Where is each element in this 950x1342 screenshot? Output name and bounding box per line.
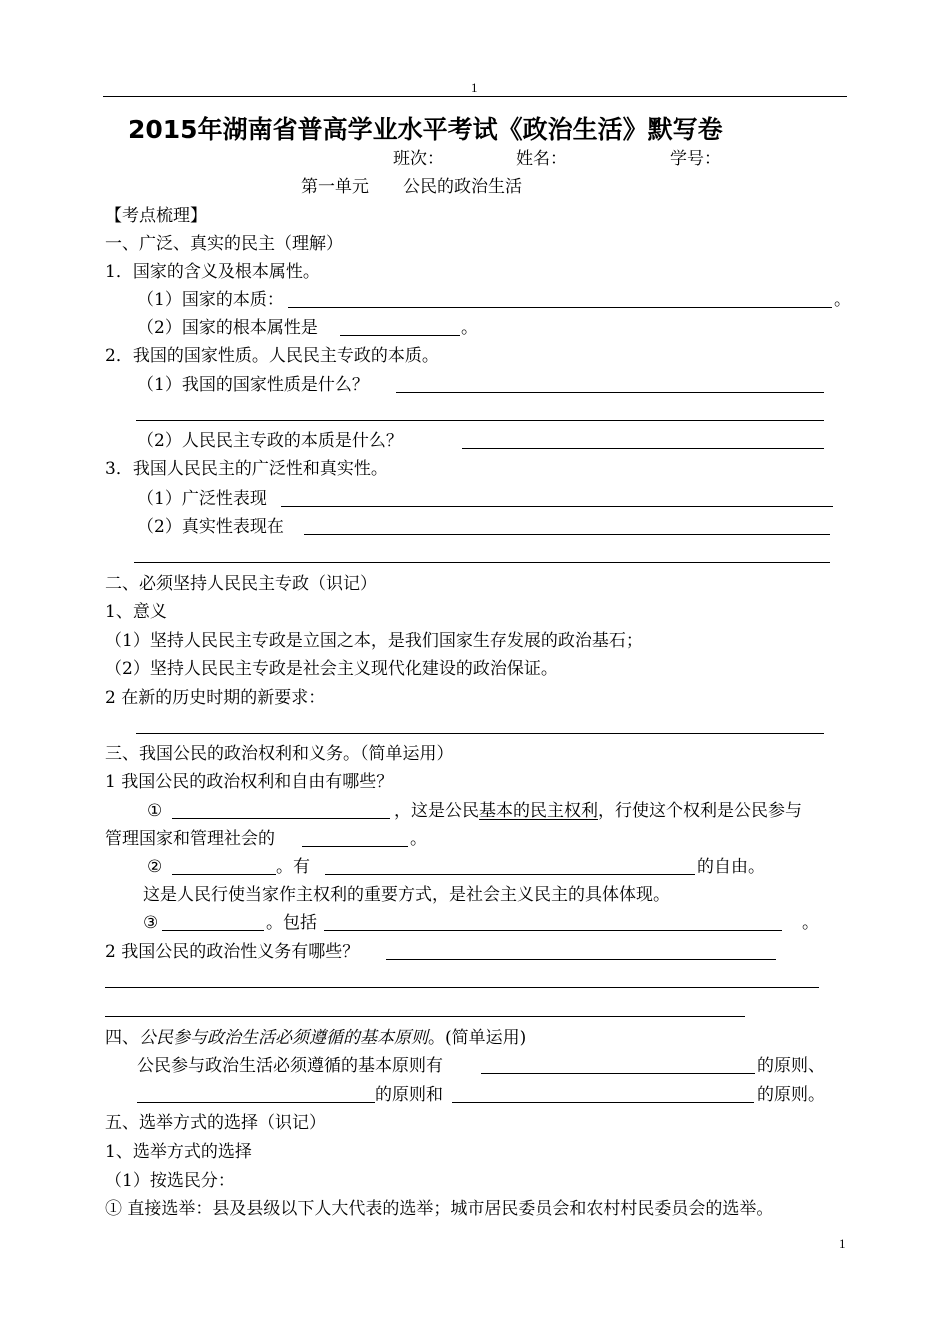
s1-q2: 2．我国的国家性质。人民民主专政的本质。 <box>105 346 439 366</box>
s3-r2-end: 的自由。 <box>697 857 765 877</box>
period: 。 <box>410 829 427 849</box>
page-number-top: 1 <box>471 80 478 95</box>
s3-r2-mid: 。有 <box>276 857 310 877</box>
s4-line2-b: 的原则。 <box>757 1085 825 1105</box>
answer-line[interactable] <box>105 1016 745 1017</box>
answer-line[interactable] <box>136 420 824 421</box>
s3-r1-a: ，这是公民 <box>394 801 479 821</box>
answer-line[interactable] <box>288 307 832 308</box>
class-label: 班次： <box>393 149 444 169</box>
s3-r3-mid: 。包括 <box>266 913 317 933</box>
s1-q3: 3．我国人民民主的广泛性和真实性。 <box>105 459 388 479</box>
s2-sub1: 1、意义 <box>105 602 167 622</box>
circled-2: ② <box>147 857 163 877</box>
s4-line1-b: 的原则、 <box>757 1056 825 1076</box>
answer-line[interactable] <box>386 959 776 960</box>
s2-p2: （2）坚持人民民主专政是社会主义现代化建设的政治保证。 <box>105 659 558 679</box>
s2-p1: （1）坚持人民民主专政是立国之本，是我们国家生存发展的政治基石； <box>105 631 643 651</box>
unit-title: 第一单元 公民的政治生活 <box>301 177 522 197</box>
page-title: 2015年湖南省普高学业水平考试《政治生活》默写卷 <box>128 115 723 144</box>
period: 。 <box>834 290 851 310</box>
answer-blank[interactable] <box>162 930 264 931</box>
s5-item1: ① 直接选举：县及县级以下人大代表的选举；城市居民委员会和农村村民委员会的选举。 <box>105 1199 774 1219</box>
s4-line2-a: 的原则和 <box>375 1085 443 1105</box>
s4-prefix: 四、 <box>105 1028 139 1048</box>
answer-line[interactable] <box>281 506 833 507</box>
s1-q3a: （1）广泛性表现 <box>137 489 267 509</box>
answer-line[interactable] <box>136 733 824 734</box>
answer-blank[interactable] <box>172 874 276 875</box>
answer-blank[interactable] <box>324 930 782 931</box>
period: 。 <box>802 913 819 933</box>
answer-line[interactable] <box>105 987 819 988</box>
header-rule <box>103 96 847 97</box>
s1-q1b: （2）国家的根本属性是 <box>137 318 318 338</box>
answer-blank[interactable] <box>302 846 408 847</box>
answer-blank[interactable] <box>172 818 390 819</box>
name-label: 姓名： <box>516 149 567 169</box>
section-3-heading: 三、我国公民的政治权利和义务。（简单运用） <box>105 744 454 764</box>
answer-blank[interactable] <box>340 335 460 336</box>
answer-blank[interactable] <box>325 874 695 875</box>
s3-r1-underlined: 基本的民主权利 <box>479 801 598 821</box>
s5-sub1: 1、选举方式的选择 <box>105 1142 252 1162</box>
answer-blank[interactable] <box>137 1102 375 1103</box>
answer-blank[interactable] <box>452 1102 754 1103</box>
s1-q1: 1．国家的含义及根本属性。 <box>105 262 320 282</box>
section-5-heading: 五、选举方式的选择（识记） <box>105 1113 326 1133</box>
s5-sub1a: （1）按选民分： <box>105 1171 235 1191</box>
circled-3: ③ <box>143 913 159 933</box>
s1-q2a: （1）我国的国家性质是什么？ <box>137 375 369 395</box>
id-label: 学号： <box>670 149 721 169</box>
s4-suffix: 。(简单运用) <box>428 1028 527 1048</box>
s1-q1a: （1）国家的本质： <box>137 290 284 310</box>
answer-line[interactable] <box>462 448 824 449</box>
section-tag: 【考点梳理】 <box>105 206 207 226</box>
answer-line[interactable] <box>134 562 830 563</box>
s3-q2: 2 我国公民的政治性义务有哪些？ <box>105 942 360 962</box>
s3-q1: 1 我国公民的政治权利和自由有哪些？ <box>105 772 394 792</box>
period: 。 <box>461 318 478 338</box>
answer-line[interactable] <box>396 392 824 393</box>
s1-q3b: （2）真实性表现在 <box>137 517 284 537</box>
section-1-heading: 一、广泛、真实的民主（理解） <box>105 234 343 254</box>
s3-r1-line2: 管理国家和管理社会的 <box>105 829 275 849</box>
section-2-heading: 二、必须坚持人民民主专政（识记） <box>105 574 377 594</box>
section-4-heading <box>105 1028 526 1048</box>
s4-line1-a: 公民参与政治生活必须遵循的基本原则有 <box>137 1056 443 1076</box>
s3-r1-text <box>394 801 802 821</box>
s2-sub2: 2 在新的历史时期的新要求： <box>105 688 326 708</box>
page-number-bottom: 1 <box>839 1236 846 1251</box>
answer-line[interactable] <box>304 534 830 535</box>
s4-italic: 公民参与政治生活必须遵循的基本原则 <box>139 1028 428 1048</box>
s3-r1-b: ，行使这个权利是公民参与 <box>598 801 802 821</box>
circled-1: ① <box>147 801 163 821</box>
s3-r2-note: 这是人民行使当家作主权利的重要方式，是社会主义民主的具体体现。 <box>143 885 670 905</box>
answer-blank[interactable] <box>481 1073 755 1074</box>
s1-q2b: （2）人民民主专政的本质是什么？ <box>137 431 403 451</box>
